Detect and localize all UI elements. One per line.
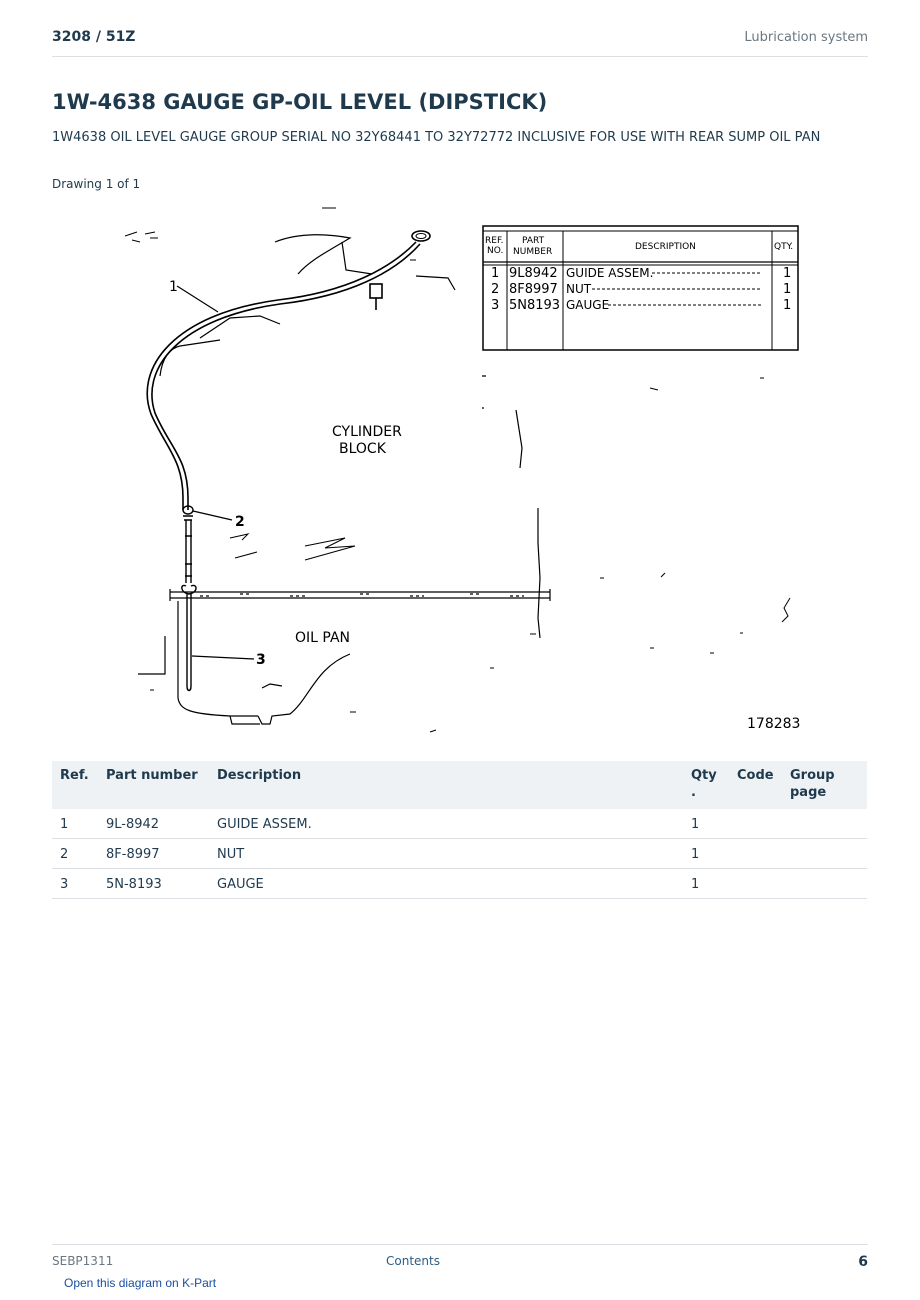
inset-header-qty: QTY.: [774, 242, 794, 252]
column-header-part-number: Part number: [98, 761, 209, 809]
inset-header-desc: DESCRIPTION: [635, 242, 696, 252]
table-row: [52, 869, 867, 899]
cell-ref: 1: [52, 809, 98, 839]
inset-row-3-part: 5N8193: [509, 298, 561, 313]
column-header-code: Code: [729, 761, 782, 809]
model-label: 3208 / 51Z: [52, 29, 136, 45]
oil-pan-label: OIL PAN: [295, 630, 350, 646]
inset-header-part-2: NUMBER: [513, 247, 553, 257]
cell-ref: 2: [52, 839, 98, 869]
qty-header-line1: Qty: [691, 768, 717, 783]
cell-group-page: [782, 869, 867, 899]
cell-ref: 3: [52, 869, 98, 899]
page-footer: [52, 1244, 868, 1275]
inset-row-1-desc: GUIDE ASSEM.: [566, 266, 654, 280]
inset-header-ref-2: NO.: [487, 246, 504, 256]
qty-header-line2: .: [691, 785, 696, 800]
parts-diagram: [110, 198, 820, 746]
guide-tube: [147, 231, 430, 510]
inset-row-2-desc: NUT: [566, 282, 592, 296]
inset-row-2-ref: 2: [491, 282, 500, 297]
inset-row-3-ref: 3: [491, 298, 500, 313]
cell-code: [729, 869, 782, 899]
drawing-count: Drawing 1 of 1: [52, 177, 141, 191]
inset-parts-table: [483, 226, 798, 350]
inset-row-2-part: 8F8997: [509, 282, 558, 297]
group-header-line1: Group: [790, 768, 835, 783]
inset-row-2-qty: 1: [783, 282, 792, 297]
table-row: [52, 839, 867, 869]
cell-qty: 1: [683, 809, 729, 839]
inset-row-1-ref: 1: [491, 266, 500, 281]
inset-header-ref-1: REF.: [485, 236, 504, 246]
cylinder-label-line1: CYLINDER: [332, 424, 402, 440]
callout-1: 1: [169, 279, 178, 295]
diagram-svg: [110, 198, 820, 746]
group-header-line2: page: [790, 785, 827, 800]
contents-link[interactable]: Contents: [386, 1254, 440, 1268]
inset-row-1-qty: 1: [783, 266, 792, 281]
callout-2: 2: [235, 514, 245, 530]
page-header: [52, 28, 868, 57]
inset-row-3-desc: GAUGE: [566, 298, 610, 312]
table-header-row: [52, 761, 867, 809]
cell-qty: 1: [683, 869, 729, 899]
kpart-link[interactable]: Open this diagram on K-Part: [64, 1276, 217, 1290]
callout-3: 3: [256, 652, 266, 668]
document-id: SEBP1311: [52, 1254, 114, 1268]
page-title: 1W-4638 GAUGE GP-OIL LEVEL (DIPSTICK): [52, 90, 548, 114]
cell-part-number: 8F-8997: [98, 839, 209, 869]
cell-qty: 1: [683, 839, 729, 869]
cell-code: [729, 839, 782, 869]
section-title: Lubrication system: [744, 30, 868, 45]
cell-group-page: [782, 809, 867, 839]
column-header-qty: [683, 761, 729, 809]
cell-code: [729, 809, 782, 839]
column-header-description: Description: [209, 761, 683, 809]
inset-row-3-qty: 1: [783, 298, 792, 313]
column-header-ref: Ref.: [52, 761, 98, 809]
parts-table: [52, 761, 867, 899]
cylinder-label-line2: BLOCK: [339, 441, 386, 457]
column-header-group-page: [782, 761, 867, 809]
inset-header-part-1: PART: [522, 236, 545, 246]
table-row: [52, 809, 867, 839]
inset-row-1-part: 9L8942: [509, 266, 558, 281]
drawing-number: 178283: [747, 716, 801, 732]
page-subtitle: 1W4638 OIL LEVEL GAUGE GROUP SERIAL NO 32Y68441 TO 32Y72772 INCLUSIVE FOR USE WITH REAR SUMP OIL PAN: [52, 130, 821, 145]
cell-description: GAUGE: [209, 869, 683, 899]
diagram-speckles: [125, 208, 790, 732]
cell-description: GUIDE ASSEM.: [209, 809, 683, 839]
cell-group-page: [782, 839, 867, 869]
callout-leaders: [177, 286, 254, 659]
cell-part-number: 9L-8942: [98, 809, 209, 839]
cell-description: NUT: [209, 839, 683, 869]
page-number: 6: [858, 1254, 868, 1270]
cell-part-number: 5N-8193: [98, 869, 209, 899]
